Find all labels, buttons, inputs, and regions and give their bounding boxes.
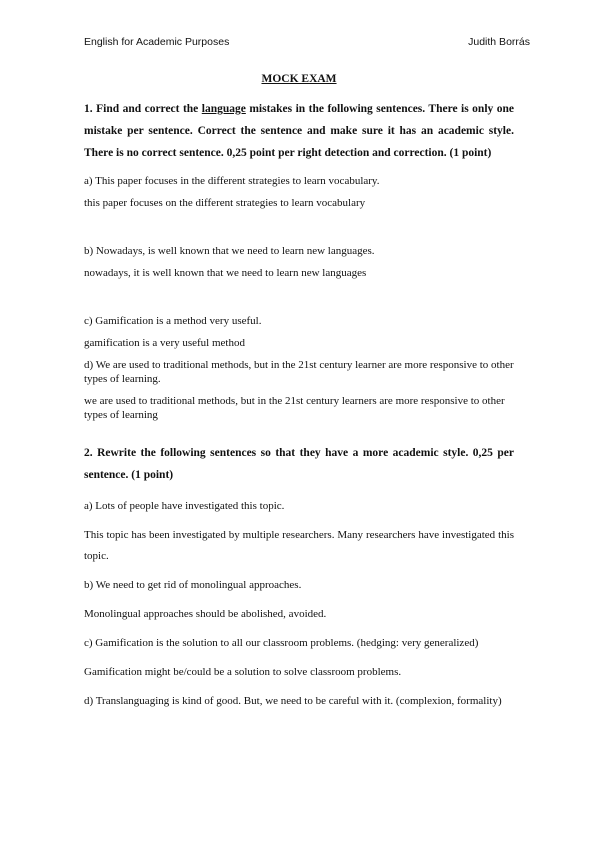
- author-name: Judith Borrás: [468, 36, 530, 48]
- q2-sentence-a: a) Lots of people have investigated this topic.: [84, 500, 285, 512]
- underlined-word: language: [201, 103, 246, 115]
- q1-answer-b: nowadays, it is well known that we need to learn new languages: [84, 267, 367, 279]
- q1-sentence-d: d) We are used to traditional methods, but in the 21st century learner are more responsive to other types of learning.: [84, 359, 514, 385]
- q1-sentence-b: b) Nowadays, is well known that we need to learn new languages.: [84, 245, 375, 257]
- q2-answer-c: Gamification might be/could be a solution to solve classroom problems.: [84, 666, 402, 678]
- q1-answer-c: gamification is a very useful method: [84, 337, 245, 349]
- q2-sentence-d: d) Translanguaging is kind of good. But, we need to be careful with it. (complexion, formality): [84, 695, 502, 707]
- course-title: English for Academic Purposes: [84, 36, 230, 48]
- q2-answer-b: Monolingual approaches should be abolished, avoided.: [84, 608, 327, 620]
- question-2-instructions: 2. Rewrite the following sentences so that they have a more academic style. 0,25 per sentence. (1 point): [84, 447, 514, 481]
- question-1-instructions: 1. Find and correct the language mistakes in the following sentences. There is only one mistake per sentence. Correct the sentence and make sure it has an academic style. There is no correct sentence. 0,25 point per right detection and correction. (1 point): [84, 103, 514, 159]
- q1-answer-d: we are used to traditional methods, but in the 21st century learners are more responsive to other types of learning: [84, 395, 505, 421]
- page-header: [84, 36, 530, 52]
- q2-answer-a: This topic has been investigated by multiple researchers. Many researchers have investigated this topic.: [84, 529, 514, 562]
- document-body: [84, 72, 514, 720]
- q1-sentence-a: a) This paper focuses in the different strategies to learn vocabulary.: [84, 175, 380, 187]
- q2-sentence-c: c) Gamification is the solution to all our classroom problems. (hedging: very generalized): [84, 637, 479, 649]
- exam-title: MOCK EXAM: [261, 73, 337, 85]
- q1-answer-a: this paper focuses on the different strategies to learn vocabulary: [84, 197, 366, 209]
- q2-sentence-b: b) We need to get rid of monolingual approaches.: [84, 579, 302, 591]
- q1-sentence-c: c) Gamification is a method very useful.: [84, 315, 262, 327]
